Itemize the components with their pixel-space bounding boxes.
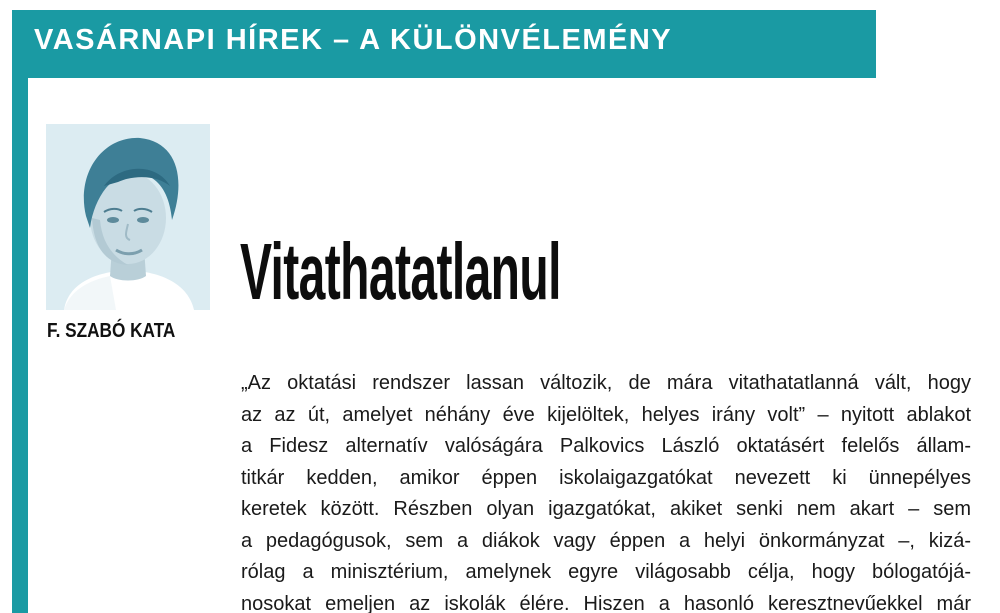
article-line: keretek között. Részben olyan igazgatókat, akiket senki nem akart – sem <box>241 498 971 520</box>
article-line: „Az oktatási rendszer lassan változik, de mára vitathatatlanná vált, hogy <box>241 372 971 394</box>
section-title: VASÁRNAPI HÍREK – A KÜLÖNVÉLEMÉNY <box>34 24 673 56</box>
article-line: a pedagógusok, sem a diákok vagy éppen a helyi önkormányzat –, kizá- <box>241 529 971 552</box>
article-line: titkár kedden, amikor éppen iskolaigazgatókat nevezett ki ünnepélyes <box>241 466 971 489</box>
article-body <box>241 368 971 613</box>
article-headline: Vitathatatlanul <box>240 227 561 316</box>
author-photo <box>46 124 210 310</box>
article-line: rólag a minisztérium, amelynek egyre világosabb célja, hogy bólogatójá- <box>241 561 971 583</box>
author-portrait <box>46 124 210 310</box>
article-line: a Fidesz alternatív valóságára Palkovics László oktatásért felelős állam- <box>241 435 971 457</box>
article-line: nosokat emeljen az iskolák élére. Hiszen a hasonló keresztnevűekkel már <box>241 592 971 613</box>
article-line: az az út, amelyet néhány éve kijelöltek, helyes irány volt” – nyitott ablakot <box>241 403 971 426</box>
author-byline: F. SZABÓ KATA <box>47 320 176 342</box>
column-frame-border <box>12 10 28 613</box>
